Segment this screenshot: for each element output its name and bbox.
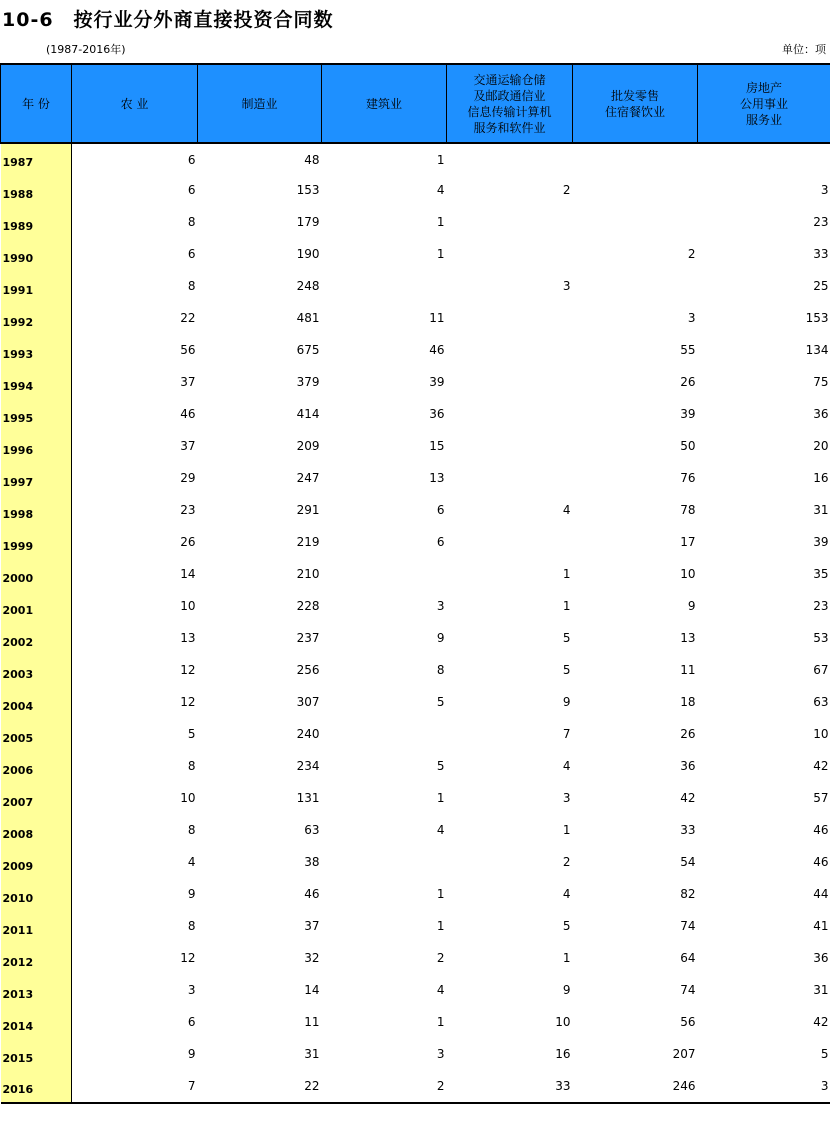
- cell-transport-it: [447, 431, 573, 463]
- cell-manufacturing: 11: [304, 1015, 320, 1029]
- cell-agriculture: 14: [180, 567, 196, 581]
- cell-year: 2001: [1, 591, 72, 623]
- page-title: 10-6 按行业分外商直接投资合同数: [2, 9, 334, 31]
- cell-real-estate: 41: [813, 919, 829, 933]
- cell-real-estate: 33: [813, 247, 829, 261]
- cell-wholesale-retail: 13: [680, 631, 696, 645]
- cell-agriculture: 9: [187, 887, 196, 901]
- cell-real-estate: 35: [813, 567, 829, 581]
- cell-manufacturing: 153: [296, 183, 320, 197]
- cell-agriculture: 5: [187, 727, 196, 741]
- cell-transport-it: 5: [562, 663, 571, 677]
- cell-agriculture: 6: [187, 247, 196, 261]
- cell-year: 2006: [1, 751, 72, 783]
- cell-real-estate: 20: [813, 439, 829, 453]
- cell-construction: 4: [436, 183, 445, 197]
- cell-transport-it: [447, 143, 573, 175]
- table-row: [1, 975, 830, 1007]
- table-row: [1, 367, 830, 399]
- cell-agriculture: 46: [180, 407, 196, 421]
- cell-year: 2000: [1, 559, 72, 591]
- cell-manufacturing: 675: [296, 343, 320, 357]
- cell-manufacturing: 32: [304, 951, 320, 965]
- cell-agriculture: 12: [180, 663, 196, 677]
- cell-year: 1997: [1, 463, 72, 495]
- cell-real-estate: 75: [813, 375, 829, 389]
- header-manufacturing: 制造业: [198, 64, 322, 143]
- cell-wholesale-retail: 26: [680, 727, 696, 741]
- cell-year: 1992: [1, 303, 72, 335]
- cell-transport-it: 3: [562, 279, 571, 293]
- cell-agriculture: 37: [180, 439, 196, 453]
- cell-manufacturing: 31: [304, 1047, 320, 1061]
- cell-manufacturing: 38: [304, 855, 320, 869]
- cell-agriculture: 12: [180, 695, 196, 709]
- cell-transport-it: 2: [562, 183, 571, 197]
- cell-wholesale-retail: [573, 143, 698, 175]
- cell-real-estate: 16: [813, 471, 829, 485]
- cell-construction: 46: [429, 343, 445, 357]
- cell-transport-it: [447, 399, 573, 431]
- cell-wholesale-retail: 36: [680, 759, 696, 773]
- contracts-table: [0, 63, 830, 1104]
- table-row: [1, 623, 830, 655]
- cell-real-estate: 44: [813, 887, 829, 901]
- header-row: [1, 64, 830, 143]
- cell-wholesale-retail: 56: [680, 1015, 696, 1029]
- cell-manufacturing: 237: [296, 631, 320, 645]
- cell-year: 2015: [1, 1039, 72, 1071]
- cell-wholesale-retail: [573, 207, 698, 239]
- cell-construction: 1: [436, 215, 445, 229]
- cell-agriculture: 9: [187, 1047, 196, 1061]
- cell-manufacturing: 46: [304, 887, 320, 901]
- cell-real-estate: 23: [813, 599, 829, 613]
- cell-agriculture: 12: [180, 951, 196, 965]
- table-row: [1, 591, 830, 623]
- cell-manufacturing: 48: [304, 153, 320, 167]
- cell-real-estate: 153: [805, 311, 829, 325]
- cell-year: 2003: [1, 655, 72, 687]
- table-row: [1, 751, 830, 783]
- cell-wholesale-retail: [573, 175, 698, 207]
- table-row: [1, 559, 830, 591]
- table-row: [1, 847, 830, 879]
- cell-real-estate: 57: [813, 791, 829, 805]
- cell-real-estate: 134: [805, 343, 829, 357]
- cell-wholesale-retail: 207: [672, 1047, 696, 1061]
- cell-year: 2009: [1, 847, 72, 879]
- cell-year: 2002: [1, 623, 72, 655]
- cell-real-estate: 46: [813, 823, 829, 837]
- cell-transport-it: 5: [562, 631, 571, 645]
- cell-real-estate: 31: [813, 503, 829, 517]
- cell-transport-it: 2: [562, 855, 571, 869]
- table-row: [1, 655, 830, 687]
- cell-transport-it: [447, 239, 573, 271]
- cell-manufacturing: 209: [296, 439, 320, 453]
- cell-manufacturing: 63: [304, 823, 320, 837]
- cell-manufacturing: 228: [296, 599, 320, 613]
- cell-construction: 1: [436, 919, 445, 933]
- cell-transport-it: 9: [562, 983, 571, 997]
- table-row: [1, 239, 830, 271]
- cell-transport-it: [447, 207, 573, 239]
- cell-transport-it: [447, 463, 573, 495]
- cell-construction: [322, 847, 447, 879]
- table-row: [1, 783, 830, 815]
- cell-agriculture: 4: [187, 855, 196, 869]
- cell-construction: 3: [436, 599, 445, 613]
- cell-manufacturing: 131: [296, 791, 320, 805]
- cell-construction: 8: [436, 663, 445, 677]
- cell-construction: [322, 559, 447, 591]
- cell-wholesale-retail: 11: [680, 663, 696, 677]
- cell-manufacturing: 22: [198, 1071, 322, 1103]
- cell-transport-it: 4: [562, 887, 571, 901]
- cell-manufacturing: 414: [296, 407, 320, 421]
- header-construction: 建筑业: [322, 64, 447, 143]
- cell-manufacturing: 291: [296, 503, 320, 517]
- cell-transport-it: 7: [562, 727, 571, 741]
- unit-label: 单位：项: [782, 43, 826, 56]
- cell-wholesale-retail: 26: [680, 375, 696, 389]
- cell-real-estate: 3: [820, 183, 829, 197]
- cell-real-estate: 42: [813, 759, 829, 773]
- cell-wholesale-retail: 2: [687, 247, 696, 261]
- cell-transport-it: 1: [562, 567, 571, 581]
- cell-construction: 5: [436, 759, 445, 773]
- header-real-estate: 房地产 公用事业 服务业: [698, 64, 830, 143]
- cell-agriculture: 10: [180, 791, 196, 805]
- cell-year: 2011: [1, 911, 72, 943]
- table-row: [1, 1039, 830, 1071]
- cell-year: 2010: [1, 879, 72, 911]
- cell-wholesale-retail: 18: [680, 695, 696, 709]
- cell-year: 1994: [1, 367, 72, 399]
- cell-real-estate: 53: [813, 631, 829, 645]
- cell-real-estate: 25: [813, 279, 829, 293]
- table-row: [1, 495, 830, 527]
- table-row: [1, 879, 830, 911]
- cell-wholesale-retail: 76: [680, 471, 696, 485]
- cell-manufacturing: 179: [296, 215, 320, 229]
- cell-transport-it: [447, 527, 573, 559]
- cell-manufacturing: 307: [296, 695, 320, 709]
- cell-transport-it: 4: [562, 503, 571, 517]
- cell-construction: 1: [436, 153, 445, 167]
- cell-year: 1998: [1, 495, 72, 527]
- cell-year: 2013: [1, 975, 72, 1007]
- table-row: [1, 911, 830, 943]
- cell-manufacturing: 219: [296, 535, 320, 549]
- cell-real-estate: 3: [698, 1071, 830, 1103]
- cell-manufacturing: 37: [304, 919, 320, 933]
- cell-construction: 6: [436, 535, 445, 549]
- cell-year: 1990: [1, 239, 72, 271]
- cell-agriculture: 8: [187, 919, 196, 933]
- cell-transport-it: 5: [562, 919, 571, 933]
- cell-agriculture: 56: [180, 343, 196, 357]
- cell-wholesale-retail: 9: [687, 599, 696, 613]
- cell-manufacturing: 14: [304, 983, 320, 997]
- cell-transport-it: 1: [562, 599, 571, 613]
- cell-transport-it: 1: [562, 951, 571, 965]
- cell-construction: [322, 719, 447, 751]
- cell-real-estate: 23: [813, 215, 829, 229]
- cell-manufacturing: 190: [296, 247, 320, 261]
- cell-wholesale-retail: 42: [680, 791, 696, 805]
- table-row: [1, 719, 830, 751]
- cell-construction: 11: [429, 311, 445, 325]
- cell-year: 2014: [1, 1007, 72, 1039]
- cell-year: 1993: [1, 335, 72, 367]
- cell-construction: 2: [322, 1071, 447, 1103]
- cell-construction: 6: [436, 503, 445, 517]
- cell-wholesale-retail: 54: [680, 855, 696, 869]
- cell-agriculture: 29: [180, 471, 196, 485]
- cell-manufacturing: 379: [296, 375, 320, 389]
- cell-agriculture: 8: [187, 759, 196, 773]
- table-row: [1, 687, 830, 719]
- cell-wholesale-retail: 74: [680, 983, 696, 997]
- cell-construction: 9: [436, 631, 445, 645]
- cell-year: 1991: [1, 271, 72, 303]
- cell-construction: 4: [436, 983, 445, 997]
- cell-wholesale-retail: 82: [680, 887, 696, 901]
- cell-year: 2008: [1, 815, 72, 847]
- cell-year: 2005: [1, 719, 72, 751]
- cell-real-estate: 67: [813, 663, 829, 677]
- cell-agriculture: 8: [187, 823, 196, 837]
- cell-construction: 5: [436, 695, 445, 709]
- cell-agriculture: 22: [180, 311, 196, 325]
- cell-construction: 4: [436, 823, 445, 837]
- cell-year: 1995: [1, 399, 72, 431]
- cell-real-estate: 63: [813, 695, 829, 709]
- table-row: [1, 431, 830, 463]
- cell-construction: 13: [429, 471, 445, 485]
- table-row: [1, 303, 830, 335]
- year-range-subtitle: (1987-2016年): [46, 43, 126, 56]
- table-row: [1, 207, 830, 239]
- cell-construction: 3: [436, 1047, 445, 1061]
- cell-agriculture: 8: [187, 279, 196, 293]
- cell-agriculture: 10: [180, 599, 196, 613]
- cell-manufacturing: 210: [296, 567, 320, 581]
- cell-wholesale-retail: 78: [680, 503, 696, 517]
- cell-transport-it: 4: [562, 759, 571, 773]
- cell-transport-it: [447, 367, 573, 399]
- cell-wholesale-retail: 39: [680, 407, 696, 421]
- cell-real-estate: [698, 143, 830, 175]
- cell-year: 1988: [1, 175, 72, 207]
- cell-construction: 2: [436, 951, 445, 965]
- table-row: [1, 1071, 830, 1103]
- cell-construction: 1: [436, 1015, 445, 1029]
- table-row: [1, 527, 830, 559]
- cell-year: 2004: [1, 687, 72, 719]
- table-row: [1, 815, 830, 847]
- cell-real-estate: 31: [813, 983, 829, 997]
- cell-year: 1999: [1, 527, 72, 559]
- table-row: [1, 399, 830, 431]
- cell-real-estate: 39: [813, 535, 829, 549]
- header-year: 年 份: [1, 64, 72, 143]
- cell-agriculture: 23: [180, 503, 196, 517]
- cell-year: 2012: [1, 943, 72, 975]
- cell-real-estate: 42: [813, 1015, 829, 1029]
- cell-transport-it: 1: [562, 823, 571, 837]
- cell-wholesale-retail: 10: [680, 567, 696, 581]
- cell-agriculture: 37: [180, 375, 196, 389]
- cell-year: 1987: [1, 143, 72, 175]
- cell-construction: 1: [436, 247, 445, 261]
- cell-agriculture: 26: [180, 535, 196, 549]
- cell-construction: 1: [436, 887, 445, 901]
- cell-construction: [322, 271, 447, 303]
- cell-construction: 36: [429, 407, 445, 421]
- cell-manufacturing: 256: [296, 663, 320, 677]
- cell-transport-it: 33: [447, 1071, 573, 1103]
- header-transport-it: 交通运输仓储 及邮政通信业 信息传输计算机 服务和软件业: [447, 64, 573, 143]
- cell-wholesale-retail: [573, 271, 698, 303]
- cell-manufacturing: 234: [296, 759, 320, 773]
- cell-wholesale-retail: 33: [680, 823, 696, 837]
- cell-agriculture: 7: [72, 1071, 198, 1103]
- cell-real-estate: 36: [813, 407, 829, 421]
- cell-manufacturing: 247: [296, 471, 320, 485]
- cell-transport-it: [447, 303, 573, 335]
- cell-transport-it: 10: [555, 1015, 571, 1029]
- cell-year: 1989: [1, 207, 72, 239]
- cell-wholesale-retail: 3: [687, 311, 696, 325]
- cell-wholesale-retail: 246: [573, 1071, 698, 1103]
- cell-transport-it: 16: [555, 1047, 571, 1061]
- cell-real-estate: 10: [813, 727, 829, 741]
- table-row: [1, 463, 830, 495]
- cell-manufacturing: 240: [296, 727, 320, 741]
- cell-real-estate: 46: [813, 855, 829, 869]
- table-row: [1, 943, 830, 975]
- cell-year: 2007: [1, 783, 72, 815]
- cell-year: 2016: [1, 1071, 72, 1103]
- cell-agriculture: 3: [187, 983, 196, 997]
- table-body: [1, 143, 830, 1103]
- cell-transport-it: [447, 335, 573, 367]
- table-row: [1, 271, 830, 303]
- cell-wholesale-retail: 55: [680, 343, 696, 357]
- cell-agriculture: 13: [180, 631, 196, 645]
- cell-construction: 1: [436, 791, 445, 805]
- cell-agriculture: 6: [187, 153, 196, 167]
- cell-real-estate: 5: [820, 1047, 829, 1061]
- table-row: [1, 143, 830, 175]
- table-row: [1, 1007, 830, 1039]
- cell-wholesale-retail: 74: [680, 919, 696, 933]
- cell-agriculture: 8: [187, 215, 196, 229]
- cell-wholesale-retail: 64: [680, 951, 696, 965]
- cell-wholesale-retail: 17: [680, 535, 696, 549]
- cell-construction: 15: [429, 439, 445, 453]
- cell-transport-it: 3: [562, 791, 571, 805]
- header-wholesale-retail: 批发零售 住宿餐饮业: [573, 64, 698, 143]
- cell-agriculture: 6: [187, 183, 196, 197]
- header-agriculture: 农 业: [72, 64, 198, 143]
- cell-manufacturing: 248: [296, 279, 320, 293]
- cell-wholesale-retail: 50: [680, 439, 696, 453]
- table-header: [1, 64, 830, 143]
- table-row: [1, 335, 830, 367]
- cell-real-estate: 36: [813, 951, 829, 965]
- cell-construction: 39: [429, 375, 445, 389]
- cell-agriculture: 6: [187, 1015, 196, 1029]
- cell-manufacturing: 481: [296, 311, 320, 325]
- cell-transport-it: 9: [562, 695, 571, 709]
- table-row: [1, 175, 830, 207]
- cell-year: 1996: [1, 431, 72, 463]
